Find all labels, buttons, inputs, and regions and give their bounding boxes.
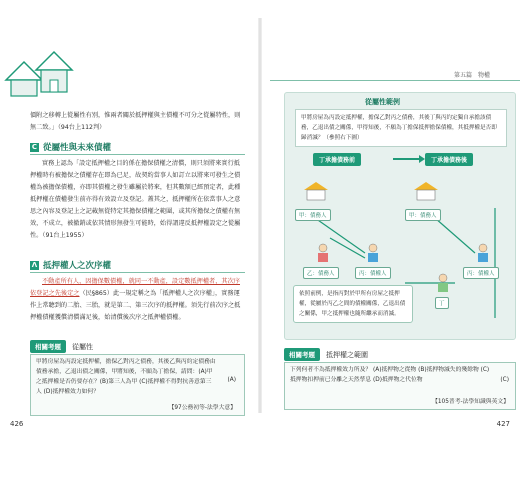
diagram-description: 甲將房屋為丙設定抵押權，擔保乙對丙之債務，其後丁與丙約定獨自承擔該債務，乙退出債之關係，甲得知後，不願為丁擔保抵押擔保債權，其抵押權是否即歸消滅？（參照右下圖）: [295, 109, 507, 147]
section-title: 抵押權人之次序權: [43, 261, 112, 271]
house-icon: [303, 181, 329, 201]
person-icon: [315, 243, 331, 263]
section-marker-icon: C: [31, 142, 38, 151]
section1-body: 實務上認為「設定抵押權之目的係在擔保債權之清償，則只須將來實行抵押權時有被擔保之債權存在即為已足，故契約當事人如訂立以將來可發生之債權為被擔保債權，亦即其債權之發生雖屬於將來，但其數額已經預定者，此種抵押權在債權發生前亦得有效設立及登記。蓋其之，抵押權所在依當事人之意思之內容及登記上之記載無從特定其擔保債權之範圍，或其所擔保之債權有無效，不成立，被撤銷或依其情形無發生可能時，始得謂違反抵押權設定之從屬性。（91台上1955）: [30, 160, 241, 239]
related-exam-badge: 相關考題: [30, 340, 66, 353]
related-exam-tag: [284, 348, 368, 361]
chapter-header: 第五篇 物權: [453, 72, 490, 79]
section2-body-rest: （民§865）此一規定稱之為「抵押權人之次序權」，實務運作上常聽到的二胎、三胎，就是第二、第三次序的抵押權。須先行前次序之抵押權債權獲償清償滿足後，始清償後次序之抵押權債權。: [30, 290, 241, 321]
related-exam-topic: 抵押權之範圍: [326, 350, 368, 359]
house-decoration-icon: [2, 40, 82, 100]
diagram-title: 從屬性範例: [365, 98, 400, 106]
page-number-left: 426: [10, 420, 24, 428]
person-icon: [435, 273, 451, 293]
person-label-b: 乙：債務人: [303, 267, 339, 279]
section-title: 從屬性與未來債權: [43, 143, 112, 153]
person-label-c-after: 丙：債權人: [463, 267, 499, 279]
after-assumption-label: 丁承擔債務後: [425, 153, 473, 166]
related-exam-topic: 從屬性: [72, 342, 93, 351]
exam-question: 下列何者不為抵押權效力所及？ (A)抵押物之從物 (B)抵押物滅失的殘餘物 (C)抵押物扣押前已分離之天然孳息 (D)抵押物之代位物: [290, 367, 490, 383]
example-diagram: [284, 92, 516, 340]
exam-question: 甲將房屋為丙設定抵押權，擔保乙對丙之債務，其後乙與丙約定債務由債務承擔，乙退出債之關係，甲將知後，不願為丁擔保，請問：(A)甲之抵押權是否仍要存在？(B)第三人為甲 (C)抵押權不得對抗善意第三人 (D)抵押權效力如何？: [36, 359, 216, 395]
section-divider: [30, 154, 245, 155]
person-label-c: 丙：債權人: [355, 267, 391, 279]
exam-question-box: [30, 354, 245, 416]
exam-answer: (A): [227, 377, 236, 383]
section-heading-subordination: [30, 141, 111, 153]
related-exam-tag: [30, 340, 93, 353]
explanation-note: 依照前例，是指丙對於甲所有房屋之抵押權，從屬於丙乙之間的債權關係，乙退出債之關係，甲之抵押權也隨所繼承而消滅。: [293, 285, 413, 323]
page-number-right: 427: [496, 420, 510, 428]
underlined-statute: 不動產所有人，因擔保數債權，就同一不動產，設定數抵押權者，其次序依登記之先後定之: [30, 278, 240, 297]
person-label-a: 甲：債務人: [295, 209, 331, 221]
house-icon: [413, 181, 439, 201]
related-exam-badge: 相關考題: [284, 348, 320, 361]
exam-question-box: [284, 362, 516, 410]
section-marker-icon: Λ: [31, 260, 38, 269]
intro-paragraph: 價附之移轉上從屬性有別，惟兩者關於抵押權與主債權不可分之從屬特性，則無二致。」（94台上112判）: [30, 112, 241, 131]
person-icon: [365, 243, 381, 263]
person-label-d: 丁: [435, 297, 449, 309]
person-label-a-after: 甲：債務人: [405, 209, 441, 221]
exam-source: 【97公務初等-法學大意】: [168, 405, 236, 411]
section-divider: [30, 272, 245, 273]
section-heading-priority: [30, 259, 111, 271]
section2-body: [30, 276, 245, 324]
exam-answer: (C): [500, 377, 509, 383]
exam-source: 【105普考-法學知識與英文】: [432, 399, 509, 405]
right-page: [260, 0, 520, 500]
person-icon: [475, 243, 491, 263]
before-assumption-label: 丁承擔債務前: [313, 153, 361, 166]
chapter-divider: [270, 80, 520, 81]
